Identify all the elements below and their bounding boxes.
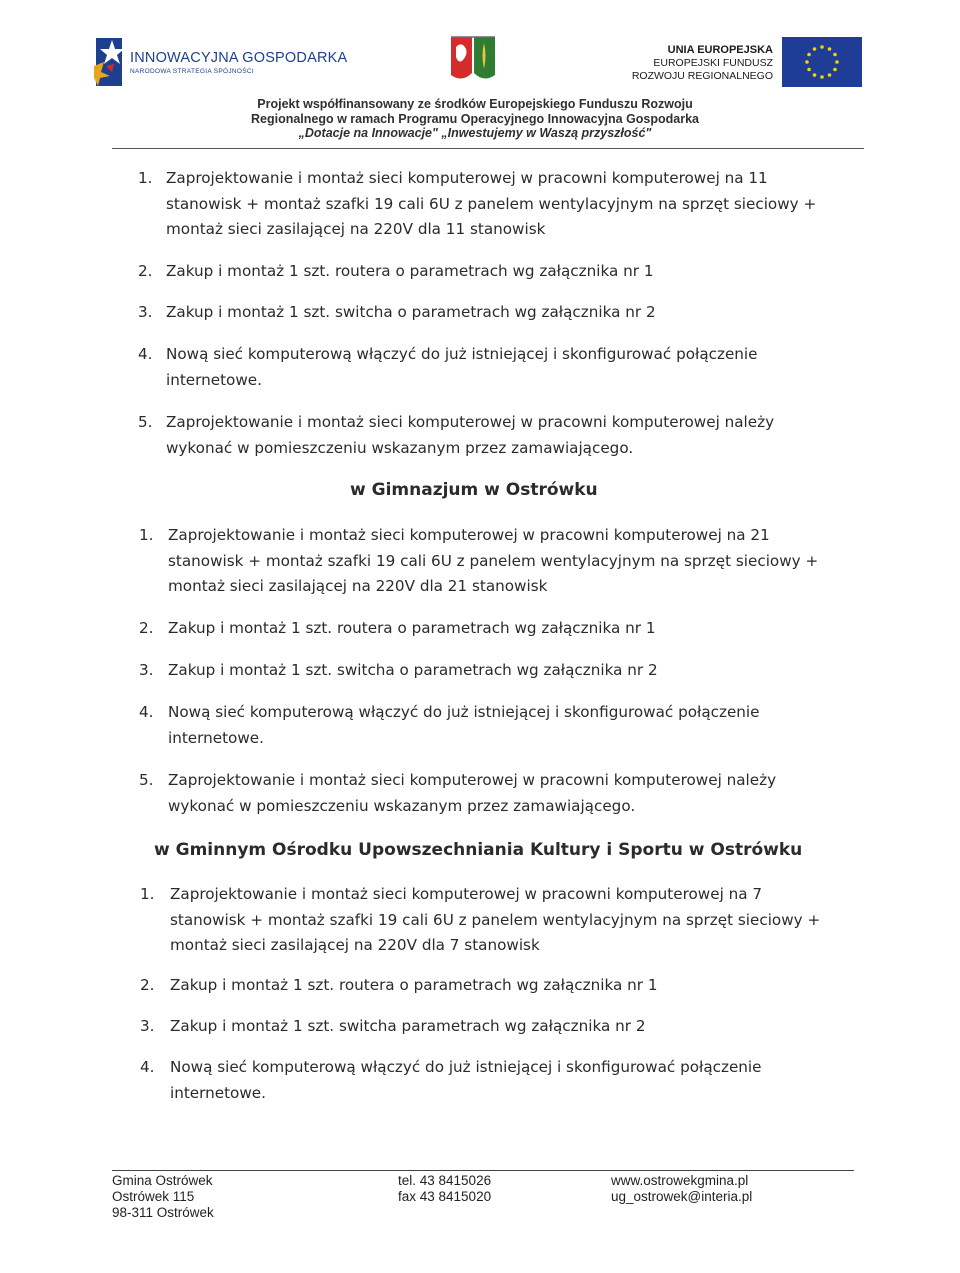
section-heading: w Gminnym Ośrodku Upowszechniania Kultury i Sportu w Ostrówku	[154, 840, 803, 860]
project-info	[0, 97, 950, 141]
eu-star-icon	[805, 60, 809, 64]
eu-star-icon	[835, 60, 839, 64]
eu-star-icon	[807, 68, 811, 72]
eu-star-icon	[807, 53, 811, 57]
footer-address	[112, 1173, 214, 1221]
footer-phone	[398, 1173, 491, 1205]
section-heading: w Gimnazjum w Ostrówku	[350, 480, 598, 500]
innowacyjna-gospodarka-logo	[92, 36, 362, 88]
footer-address-line-2: Ostrówek 115	[112, 1189, 195, 1204]
document-page: INNOWACYJNA GOSPODARKA NARODOWA STRATEGIA SPÓJNOŚCI UNIA EUROPEJSKA EUROPEJSKI FUNDUSZ ROZWOJU REGIONALNEGO Projekt współfinansowany ze środków Europejskiego Funduszu Rozwoju Regionalnego w ramach Programu Operacyjnego Innowacyjna Gospodarka „Dotacje na Innowacje" „Inwestujemy w Waszą przyszłość" 1. Zaprojektowanie i montaż sieci komputerowej w pracowni komputerowej na 11 stanowisk + montaż szafki 19 cali 6U z panelem wentylacyjnym na sprzęt sieciowy + montaż sieci zasilającej na 220V dla 11 stanowisk 2. Zakup i montaż 1 szt. routera o parametrach wg załącznika nr 1 3. Zakup i montaż 1 szt. switcha o parametrach wg załącznika nr 2 4. Nową sieć komputerową włączyć do już istniejącej i skonfigurować połączenie internetowe. 5. Zaprojektowanie i montaż sieci komputerowej w pracowni komputerowej należy wykonać w pomieszczeniu wskazanym przez zamawiającego. w Gimnazjum w Ostrówku 1. Zaprojektowanie i montaż sieci komputerowej w pracowni komputerowej na 21 stanowisk + montaż szafki 19 cali 6U z panelem wentylacyjnym na sprzęt sieciowy + montaż sieci zasilającej na 220V dla 21 stanowisk 2. Zakup i montaż 1 szt. routera o parametrach wg załącznika nr 1 3. Zakup i montaż 1 szt. switcha o parametrach wg załącznika nr 2 4. Nową sieć komputerową włączyć do już istniejącej i skonfigurować połączenie internetowe. 5. Zaprojektowanie i montaż sieci komputerowej w pracowni komputerowej należy wykonać w pomieszczeniu wskazanym przez zamawiającego. w Gminnym Ośrodku Upowszechniania Kultury i Sportu w Ostrówku 1. Zaprojektowanie i montaż sieci komputerowej w pracowni komputerowej na 7 stanowisk + montaż szafki 19 cali 6U z panelem wentylacyjnym na sprzęt sieciowy + montaż sieci zasilającej na 220V dla 7 stanowisk 2. Zakup i montaż 1 szt. routera o parametrach wg załącznika nr 1 3. Zakup i montaż 1 szt. switcha parametrach wg załącznika nr 2 4. Nową sieć komputerową włączyć do już istniejącej i skonfigurować połączenie internetowe. Gmina Ostrówek Ostrówek 115 98-311 Ostrówek tel. 43 8415026 fax 43 8415020 www.ostrowekgmina.pl ug_ostrowek@interia.pl	[0, 0, 960, 1273]
eu-star-icon	[828, 73, 832, 77]
header-divider	[112, 148, 864, 149]
footer-email-link[interactable]: ug_ostrowek@interia.pl	[611, 1189, 753, 1204]
eu-fund-label	[632, 44, 773, 83]
eu-line-2: EUROPEJSKI FUNDUSZ	[653, 57, 773, 69]
eu-star-icon	[813, 73, 817, 77]
eu-star-icon	[833, 53, 837, 57]
footer-contact	[611, 1173, 752, 1205]
eu-flag-icon	[782, 37, 862, 87]
footer-divider	[112, 1170, 854, 1171]
eu-star-icon	[813, 47, 817, 51]
project-line-2: Regionalnego w ramach Programu Operacyjnego Innowacyjna Gospodarka	[250, 111, 700, 126]
footer-website-link[interactable]: www.ostrowekgmina.pl	[611, 1173, 749, 1188]
footer-tel: tel. 43 8415026	[398, 1173, 492, 1188]
eu-line-1: UNIA EUROPEJSKA	[667, 44, 773, 56]
eu-star-icon	[820, 75, 824, 79]
program-subtitle: NARODOWA STRATEGIA SPÓJNOŚCI	[130, 68, 254, 75]
eu-star-icon	[828, 47, 832, 51]
ig-star-icon	[92, 36, 128, 88]
project-line-1: Projekt współfinansowany ze środków Europejskiego Funduszu Rozwoju	[257, 97, 693, 111]
eu-star-icon	[820, 45, 824, 49]
program-title: INNOWACYJNA GOSPODARKA	[130, 50, 348, 66]
eu-line-3: ROZWOJU REGIONALNEGO	[631, 70, 773, 82]
footer-address-line-1: Gmina Ostrówek	[112, 1173, 213, 1188]
eu-star-icon	[833, 68, 837, 72]
footer-fax: fax 43 8415020	[398, 1189, 492, 1204]
municipality-crest-icon	[448, 33, 498, 87]
footer-address-line-3: 98-311 Ostrówek	[112, 1205, 214, 1220]
project-line-3: „Dotacje na Innowacje" „Inwestujemy w Waszą przyszłość"	[298, 126, 652, 140]
